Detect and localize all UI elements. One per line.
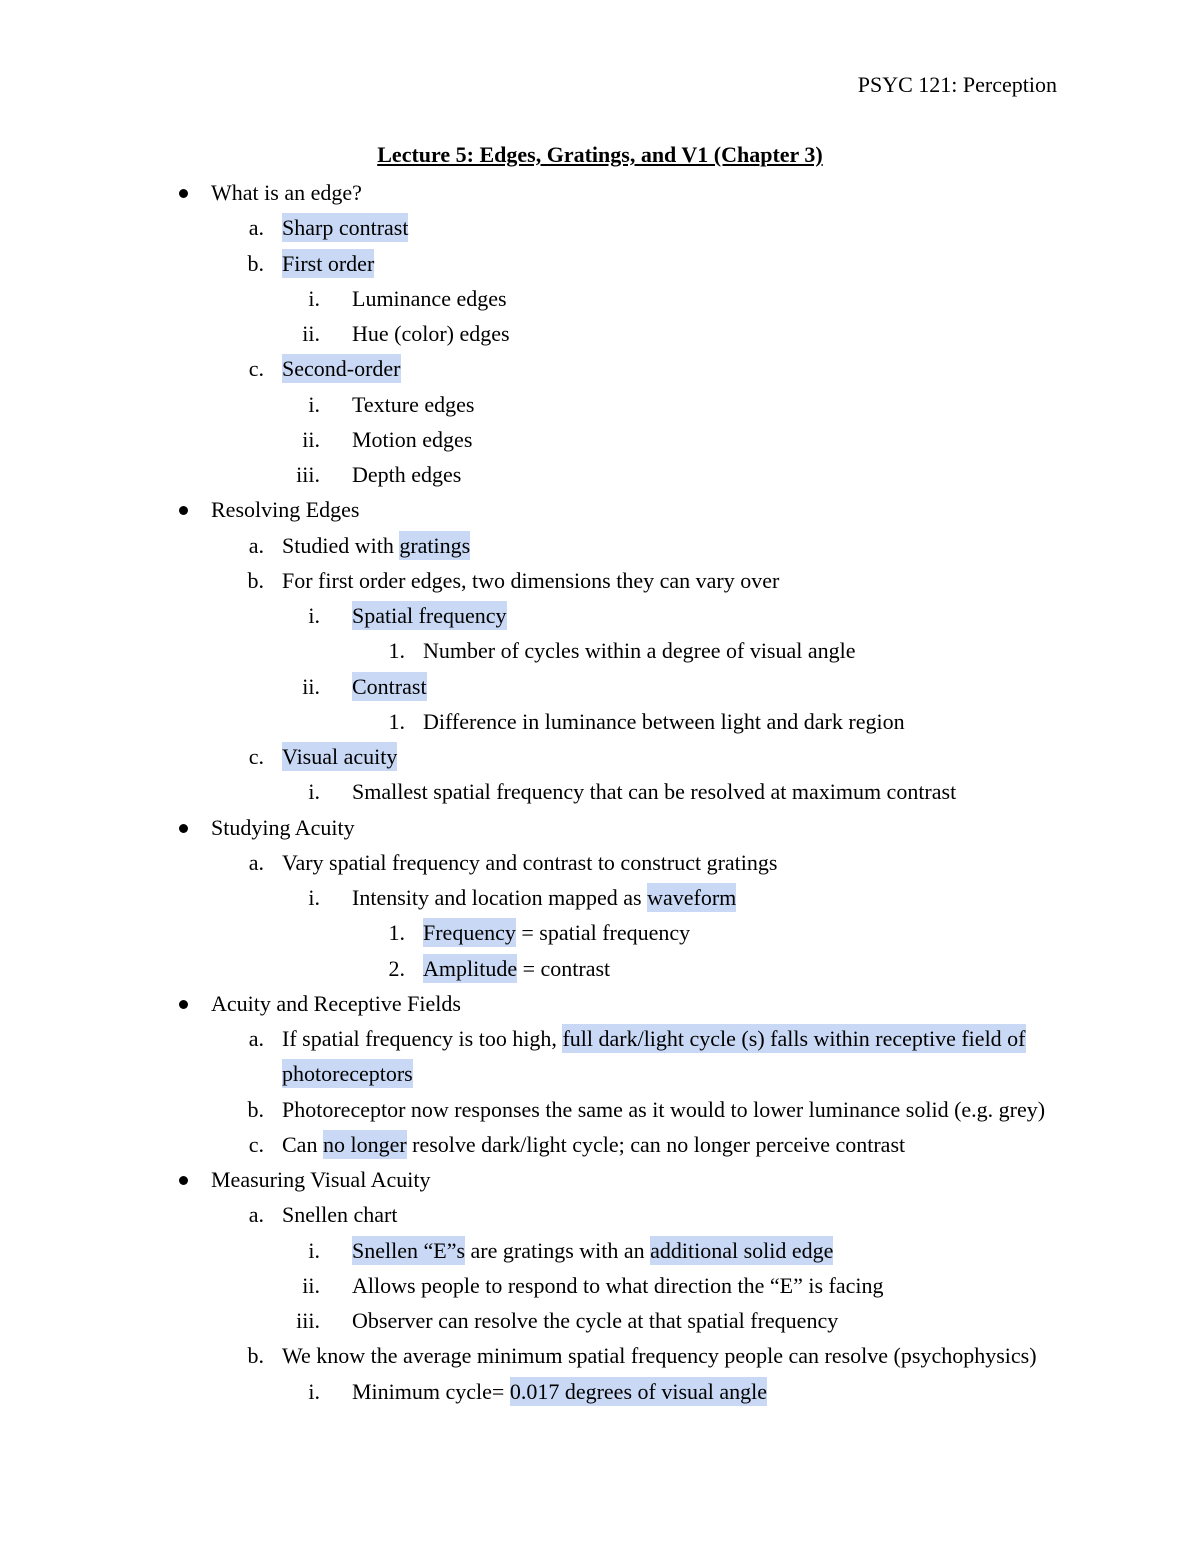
outline-text: [282, 1130, 905, 1160]
list-marker: 2.: [388, 955, 405, 981]
list-marker: ii.: [302, 673, 320, 699]
text-segment: Smallest spatial frequency that can be resolved at maximum contrast: [352, 779, 957, 805]
list-marker: i.: [308, 1378, 320, 1404]
outline-line: [0, 848, 1200, 878]
highlighted-text: First order: [282, 250, 375, 276]
outline-line: [0, 249, 1200, 279]
outline-line: [0, 319, 1200, 349]
outline-line: [0, 390, 1200, 420]
text-segment: are gratings with an: [465, 1237, 651, 1263]
list-marker: b.: [247, 567, 264, 593]
outline-line: [0, 460, 1200, 490]
outline-text: [282, 213, 408, 243]
outline-text: [352, 1236, 833, 1266]
outline-text: [282, 1095, 1045, 1125]
list-marker: iii.: [296, 462, 320, 487]
outline-line: [0, 1306, 1200, 1336]
outline-text: [352, 319, 510, 349]
text-segment: Acuity and Receptive Fields: [211, 990, 461, 1016]
outline-line: [0, 213, 1200, 243]
list-marker: a.: [248, 532, 264, 558]
highlighted-text: full dark/light cycle (s) falls within receptive field of: [562, 1026, 1026, 1051]
list-marker: i.: [308, 779, 320, 805]
outline-text: [423, 954, 610, 984]
list-marker: b.: [247, 1343, 264, 1369]
outline-line: [0, 495, 1200, 525]
bullet-icon: [179, 824, 188, 833]
outline-text: [282, 1059, 413, 1089]
outline-text: [352, 1377, 767, 1407]
list-marker: a.: [248, 849, 264, 875]
text-segment: Hue (color) edges: [352, 321, 510, 346]
highlighted-text: Snellen “E”s: [352, 1237, 466, 1263]
text-segment: Photoreceptor now responses the same as it would to lower luminance solid (e.g. grey): [282, 1096, 1046, 1122]
list-marker: i.: [308, 885, 320, 910]
outline-text: [282, 1024, 1026, 1054]
text-segment: Depth edges: [352, 462, 462, 487]
highlighted-text: no longer: [322, 1131, 407, 1157]
highlighted-text: gratings: [399, 532, 471, 558]
outline-text: [211, 178, 362, 208]
highlighted-text: Second-order: [282, 356, 401, 382]
list-marker: c.: [248, 744, 264, 769]
list-marker: ii.: [302, 1272, 320, 1298]
list-marker: c.: [248, 1131, 264, 1157]
outline-line: [0, 1200, 1200, 1230]
outline-line: [0, 531, 1200, 561]
text-segment: Studied with: [282, 532, 400, 558]
outline-line: [0, 1059, 1200, 1089]
outline-text: [423, 636, 856, 666]
outline-line: [0, 1130, 1200, 1160]
list-marker: b.: [247, 1096, 264, 1122]
text-segment: Observer can resolve the cycle at that spatial frequency: [352, 1308, 839, 1333]
outline-text: [282, 742, 397, 772]
outline-line: [0, 601, 1200, 631]
outline-line: [0, 1095, 1200, 1125]
text-segment: If spatial frequency is too high,: [282, 1026, 563, 1051]
text-segment: Texture edges: [352, 391, 475, 417]
text-segment: Measuring Visual Acuity: [211, 1167, 431, 1192]
outline-line: [0, 742, 1200, 772]
outline-line: [0, 284, 1200, 314]
outline-line: [0, 1341, 1200, 1371]
outline-line: [0, 1271, 1200, 1301]
bullet-icon: [179, 1000, 188, 1009]
outline-text: [352, 777, 956, 807]
outline-line: [0, 954, 1200, 984]
highlighted-text: Frequency: [423, 920, 516, 946]
outline-text: [352, 1306, 838, 1336]
outline-line: [0, 425, 1200, 455]
outline-text: [352, 1271, 884, 1301]
text-segment: = contrast: [517, 955, 611, 981]
text-segment: Motion edges: [352, 426, 473, 452]
outline-text: [352, 883, 736, 913]
outline-line: [0, 636, 1200, 666]
text-segment: For first order edges, two dimensions they can vary over: [282, 567, 780, 593]
outline-text: [282, 566, 779, 596]
outline-text: [211, 813, 355, 843]
list-marker: a.: [248, 215, 264, 241]
text-segment: resolve dark/light cycle; can no longer perceive contrast: [406, 1131, 906, 1157]
outline-line: [0, 883, 1200, 913]
highlighted-text: photoreceptors: [282, 1061, 413, 1087]
outline-text: [423, 707, 905, 737]
list-marker: a.: [248, 1026, 264, 1051]
lecture-title: Lecture 5: Edges, Gratings, and V1 (Chapter 3): [377, 142, 823, 167]
outline-line: [0, 354, 1200, 384]
outline-line: [0, 672, 1200, 702]
outline-text: [352, 601, 507, 631]
text-segment: Snellen chart: [282, 1202, 398, 1228]
list-marker: iii.: [296, 1308, 320, 1333]
outline-text: [211, 1165, 430, 1195]
outline-text: [352, 284, 507, 314]
outline-line: [0, 1165, 1200, 1195]
list-marker: 1.: [388, 708, 405, 734]
outline-line: [0, 989, 1200, 1019]
highlighted-text: Visual acuity: [282, 744, 398, 769]
outline-line: [0, 918, 1200, 948]
outline-text: [282, 848, 777, 878]
highlighted-text: additional solid edge: [650, 1237, 834, 1263]
list-marker: a.: [248, 1202, 264, 1228]
outline-text: [423, 918, 690, 948]
outline-text: [282, 1341, 1037, 1371]
highlighted-text: Contrast: [352, 673, 427, 699]
outline-line: [0, 813, 1200, 843]
highlighted-text: Amplitude: [423, 955, 518, 981]
text-segment: Resolving Edges: [211, 497, 360, 523]
list-marker: i.: [308, 603, 320, 628]
highlighted-text: 0.017 degrees of visual angle: [509, 1378, 768, 1404]
text-segment: We know the average minimum spatial frequency people can resolve (psychophysics): [282, 1343, 1037, 1369]
list-marker: 1.: [388, 638, 405, 664]
text-segment: Intensity and location mapped as: [352, 885, 648, 910]
text-segment: Vary spatial frequency and contrast to construct gratings: [282, 849, 778, 875]
list-marker: i.: [308, 391, 320, 417]
text-segment: Difference in luminance between light and dark region: [423, 708, 905, 734]
text-segment: Minimum cycle=: [352, 1378, 510, 1404]
list-marker: ii.: [302, 426, 320, 452]
outline-line: [0, 1236, 1200, 1266]
list-marker: b.: [247, 250, 264, 276]
outline-line: [0, 1024, 1200, 1054]
list-marker: 1.: [388, 920, 405, 946]
text-segment: Luminance edges: [352, 285, 507, 311]
text-segment: What is an edge?: [211, 180, 362, 205]
outline-text: [211, 495, 360, 525]
bullet-icon: [179, 189, 188, 198]
outline-text: [282, 354, 401, 384]
highlighted-text: Sharp contrast: [282, 215, 409, 241]
list-marker: c.: [248, 356, 264, 382]
outline-text: [352, 672, 427, 702]
page-header: PSYC 121: Perception: [857, 72, 1057, 97]
outline-line: [0, 777, 1200, 807]
outline-line: [0, 1377, 1200, 1407]
outline-line: [0, 566, 1200, 596]
text-segment: = spatial frequency: [515, 920, 691, 946]
outline-text: [352, 425, 472, 455]
text-segment: Studying Acuity: [211, 814, 355, 840]
list-marker: i.: [308, 1237, 320, 1263]
text-segment: Can: [282, 1131, 323, 1157]
outline-text: [352, 390, 474, 420]
outline-text: [282, 249, 374, 279]
outline-text: [282, 531, 470, 561]
text-segment: Number of cycles within a degree of visual angle: [423, 638, 856, 664]
highlighted-text: waveform: [647, 885, 737, 910]
outline-text: [211, 989, 461, 1019]
bullet-icon: [179, 506, 188, 515]
bullet-icon: [179, 1176, 188, 1185]
outline-line: [0, 707, 1200, 737]
outline-line: [0, 178, 1200, 208]
list-marker: ii.: [302, 321, 320, 346]
outline-text: [352, 460, 461, 490]
text-segment: Allows people to respond to what direction the “E” is facing: [352, 1272, 884, 1298]
outline-text: [282, 1200, 397, 1230]
list-marker: i.: [308, 285, 320, 311]
highlighted-text: Spatial frequency: [352, 603, 507, 628]
